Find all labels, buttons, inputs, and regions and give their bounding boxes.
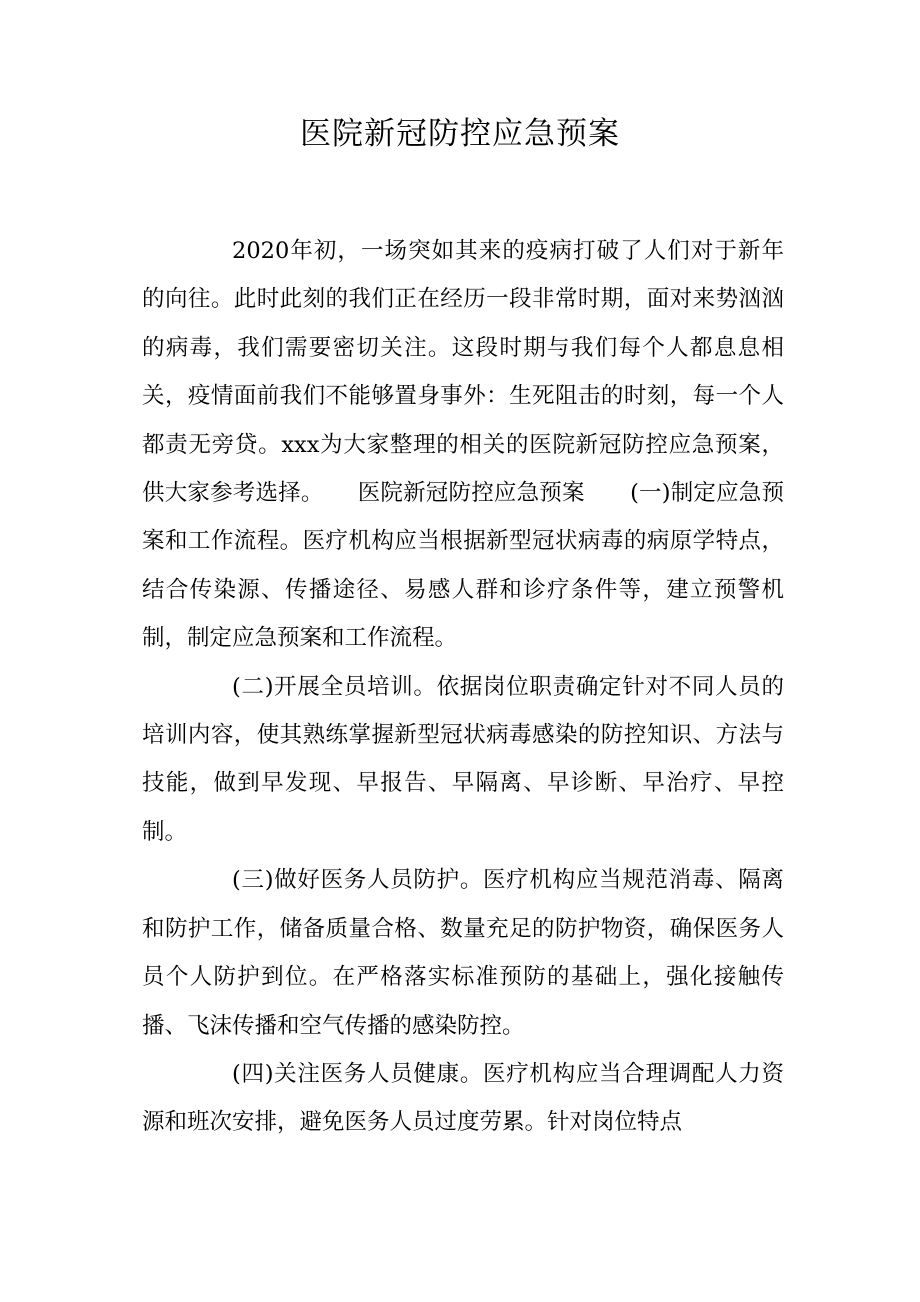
paragraph-staff-protection: (三)做好医务人员防护。医疗机构应当规范消毒、隔离和防护工作，储备质量合格、数量充足的防护物资，确保医务人员个人防护到位。在严格落实标准预防的基础上，强化接触传播、飞沫传播和空气传播的感染防控。 bbox=[142, 867, 784, 1039]
document-title: 医院新冠防控应急预案 bbox=[300, 116, 620, 152]
paragraph-staff-health: (四)关注医务人员健康。医疗机构应当合理调配人力资源和班次安排，避免医务人员过度劳累。针对岗位特点 bbox=[142, 1060, 784, 1136]
document-body bbox=[142, 227, 784, 1147]
paragraph-intro: 2020年初，一场突如其来的疫病打破了人们对于新年的向往。此时此刻的我们正在经历一段非常时期，面对来势汹汹的病毒，我们需要密切关注。这段时期与我们每个人都息息相关，疫情面前我们不能够置身事外：生死阻击的时刻，每一个人都责无旁贷。xxx为大家整理的相关的医院新冠防控应急预案，供大家参考选择。 医院新冠防控应急预案 (一)制定应急预案和工作流程。医疗机构应当根据新型冠状病毒的病原学特点，结合传染源、传播途径、易感人群和诊疗条件等，建立预警机制，制定应急预案和工作流程。 bbox=[142, 238, 784, 652]
paragraph-staff-training: (二)开展全员培训。依据岗位职责确定针对不同人员的培训内容，使其熟练掌握新型冠状病毒感染的防控知识、方法与技能，做到早发现、早报告、早隔离、早诊断、早治疗、早控制。 bbox=[142, 673, 784, 845]
